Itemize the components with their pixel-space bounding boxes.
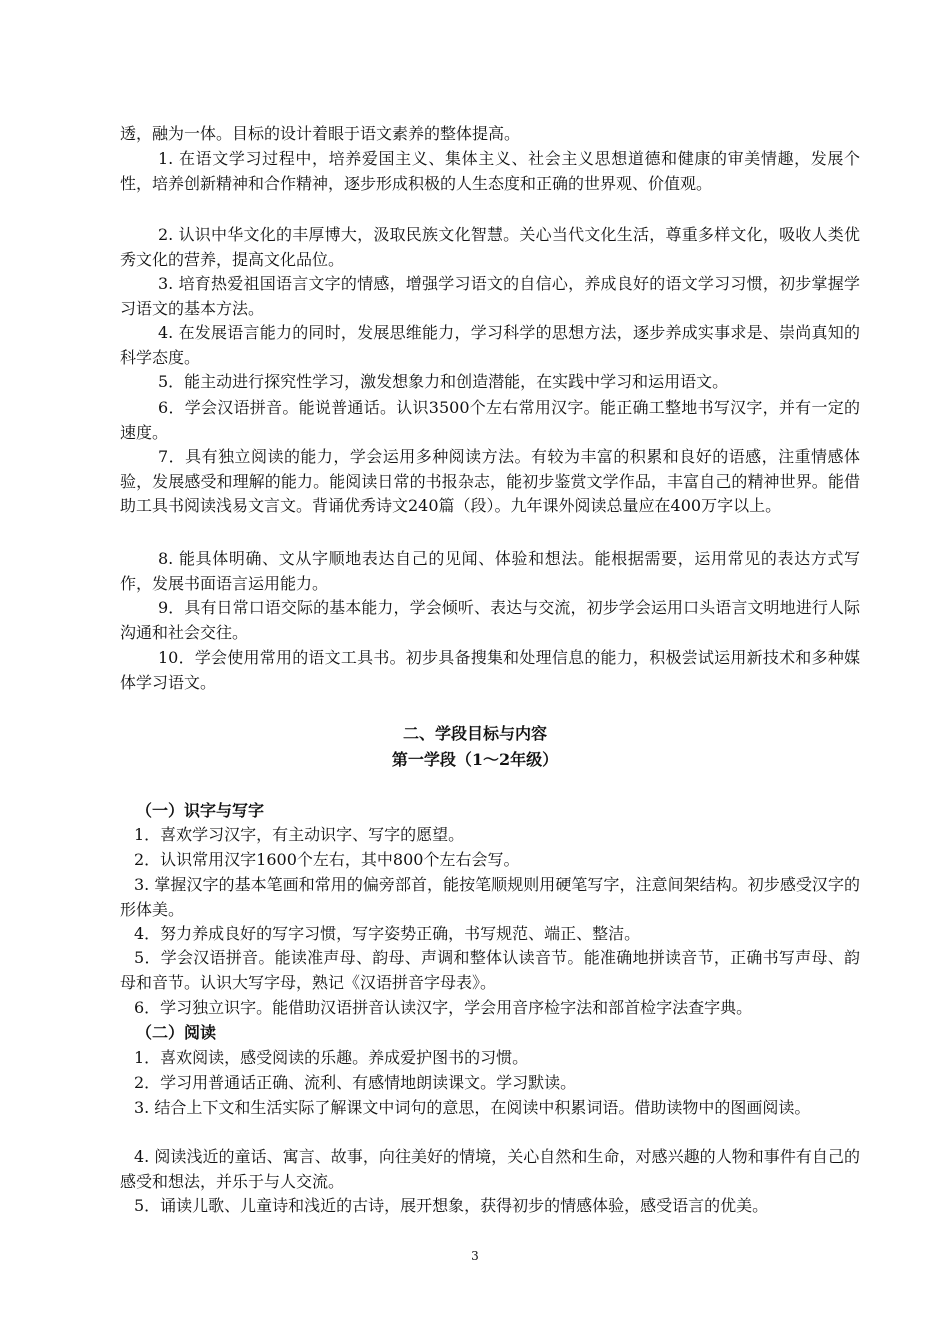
literacy-item-5: 5．学会汉语拼音。能读准声母、韵母、声调和整体认读音节。能准确地拼读音节，正确书写声母、韵母和音节。认识大写字母，熟记《汉语拼音字母表》。	[120, 948, 860, 992]
reading-item-5: 5．诵读儿歌、儿童诗和浅近的古诗，展开想象，获得初步的情感体验，感受语言的优美。	[134, 1196, 769, 1215]
literacy-item-3: 3. 掌握汉字的基本笔画和常用的偏旁部首，能按笔顺规则用硬笔写字，注意间架结构。初步感受汉字的形体美。	[120, 875, 860, 919]
subsection-heading-reading: （二）阅读	[136, 1023, 217, 1042]
reading-item-4: 4. 阅读浅近的童话、寓言、故事，向往美好的情境，关心自然和生命，对感兴趣的人物和事件有自己的感受和想法，并乐于与人交流。	[120, 1147, 860, 1191]
goal-5: 5．能主动进行探究性学习，激发想象力和创造潜能，在实践中学习和运用语文。	[158, 372, 729, 391]
goal-8: 8. 能具体明确、文从字顺地表达自己的见闻、体验和想法。能根据需要，运用常见的表达方式写作，发展书面语言运用能力。	[120, 549, 860, 593]
goal-3: 3. 培育热爱祖国语言文字的情感，增强学习语文的自信心，养成良好的语文学习习惯，初步掌握学习语文的基本方法。	[120, 274, 860, 318]
goal-7: 7．具有独立阅读的能力，学会运用多种阅读方法。有较为丰富的积累和良好的语感，注重情感体验，发展感受和理解的能力。能阅读日常的书报杂志，能初步鉴赏文学作品，丰富自己的精神世界。能借助工具书阅读浅易文言文。背诵优秀诗文240篇（段）。九年课外阅读总量应在400万字以上。	[120, 447, 860, 515]
intro-paragraph-tail: 透，融为一体。目标的设计着眼于语文素养的整体提高。	[120, 124, 521, 143]
stage-title: 第一学段（1～2年级）	[391, 750, 559, 769]
goal-2: 2. 认识中华文化的丰厚博大，汲取民族文化智慧。关心当代文化生活，尊重多样文化，吸收人类优秀文化的营养，提高文化品位。	[120, 225, 860, 269]
literacy-item-2: 2．认识常用汉字1600个左右，其中800个左右会写。	[134, 850, 520, 869]
page-number: 3	[471, 1249, 479, 1263]
reading-item-1: 1．喜欢阅读，感受阅读的乐趣。养成爱护图书的习惯。	[134, 1048, 529, 1067]
reading-item-3: 3. 结合上下文和生活实际了解课文中词句的意思，在阅读中积累词语。借助读物中的图画阅读。	[134, 1098, 811, 1117]
reading-item-2: 2．学习用普通话正确、流利、有感情地朗读课文。学习默读。	[134, 1073, 577, 1092]
literacy-item-6: 6．学习独立识字。能借助汉语拼音认读汉字，学会用音序检字法和部首检字法查字典。	[134, 998, 753, 1017]
goal-10: 10．学会使用常用的语文工具书。初步具备搜集和处理信息的能力，积极尝试运用新技术和多种媒体学习语文。	[120, 648, 860, 692]
goal-4: 4. 在发展语言能力的同时，发展思维能力，学习科学的思想方法，逐步养成实事求是、崇尚真知的科学态度。	[120, 323, 860, 367]
section-title: 二、学段目标与内容	[402, 724, 547, 743]
goal-9: 9．具有日常口语交际的基本能力，学会倾听、表达与交流，初步学会运用口头语言文明地进行人际沟通和社会交往。	[120, 598, 860, 642]
literacy-item-1: 1．喜欢学习汉字，有主动识字、写字的愿望。	[134, 825, 465, 844]
goal-6: 6．学会汉语拼音。能说普通话。认识3500个左右常用汉字。能正确工整地书写汉字，并有一定的速度。	[120, 398, 860, 442]
goal-1: 1. 在语文学习过程中，培养爱国主义、集体主义、社会主义思想道德和健康的审美情趣，发展个性，培养创新精神和合作精神，逐步形成积极的人生态度和正确的世界观、价值观。	[120, 149, 860, 193]
subsection-heading-literacy: （一）识字与写字	[136, 801, 265, 820]
literacy-item-4: 4．努力养成良好的写字习惯，写字姿势正确，书写规范、端正、整洁。	[134, 924, 641, 943]
